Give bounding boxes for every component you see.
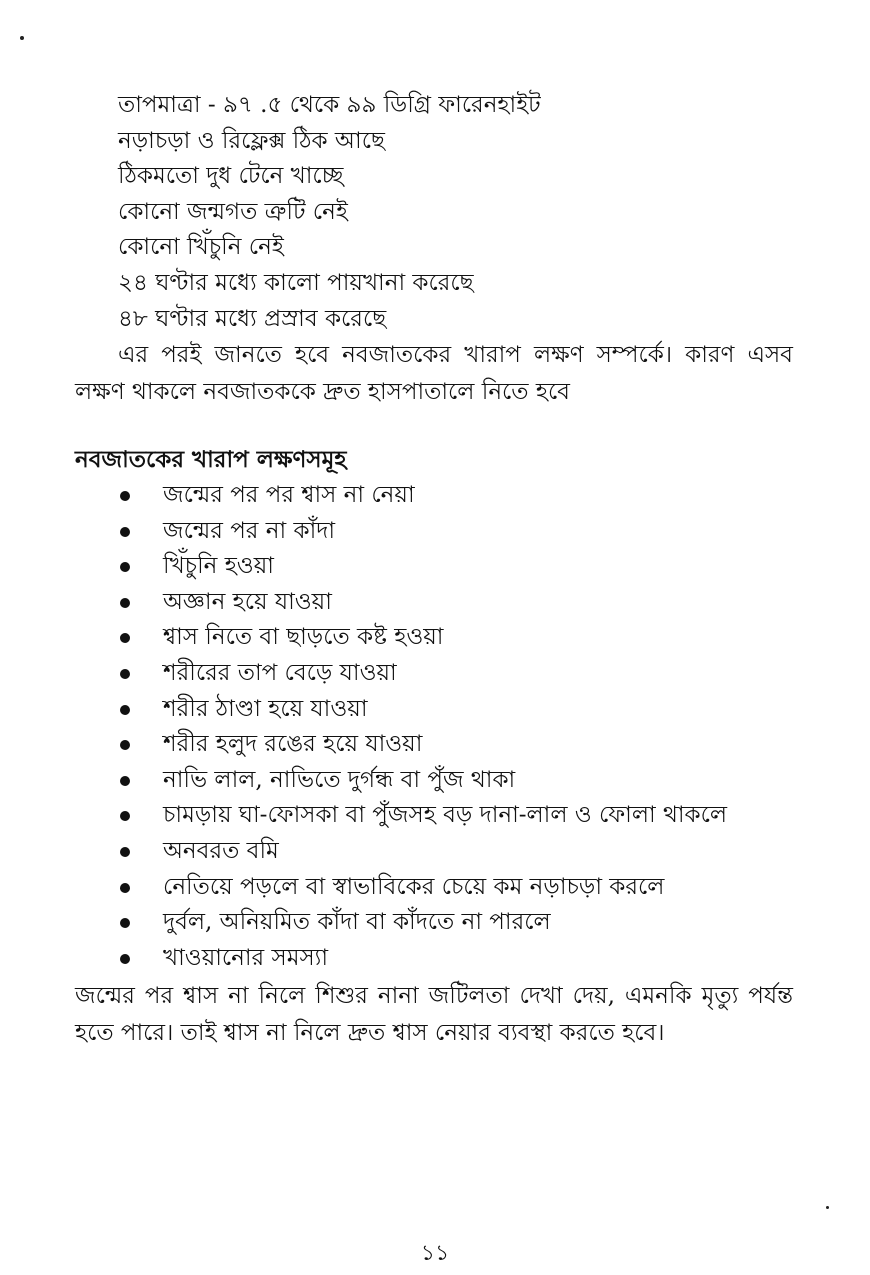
bullet-icon	[120, 883, 130, 893]
danger-signs-list	[118, 480, 727, 978]
list-item-text: নেতিয়ে পড়লে বা স্বাভাবিকের চেয়ে কম নড়াচড়া করলে	[163, 873, 665, 900]
list-item	[118, 516, 727, 552]
list-item-text: অনবরত বমি	[163, 837, 279, 864]
list-item-text: খিঁচুনি হওয়া	[163, 553, 274, 580]
scan-speck	[20, 36, 24, 40]
list-item	[118, 694, 727, 730]
bullet-icon	[120, 954, 130, 964]
bullet-icon	[120, 918, 130, 928]
vital-sign-line: ঠিকমতো দুধ টেনে খাচ্ছে	[118, 163, 344, 189]
bullet-icon	[120, 705, 130, 715]
list-item	[118, 872, 727, 908]
list-item-text: নাভি লাল, নাভিতে দুর্গন্ধ বা পুঁজ থাকা	[163, 766, 516, 793]
list-item-text: অজ্ঞান হয়ে যাওয়া	[163, 588, 332, 615]
list-item-text: শরীর হলুদ রঙের হয়ে যাওয়া	[163, 731, 423, 758]
list-item	[118, 587, 727, 623]
list-item-text: খাওয়ানোর সমস্যা	[163, 944, 329, 971]
list-item	[118, 943, 727, 979]
bullet-icon	[120, 669, 130, 679]
vital-sign-line: নড়াচড়া ও রিফ্লেক্স ঠিক আছে	[118, 128, 385, 154]
vital-sign-line: ৪৮ ঘণ্টার মধ্যে প্রস্রাব করেছে	[118, 306, 387, 332]
bullet-icon	[120, 598, 130, 608]
list-item	[118, 551, 727, 587]
list-item	[118, 907, 727, 943]
list-item	[118, 800, 727, 836]
paragraph-danger-signs-intro	[75, 337, 793, 411]
bullet-icon	[120, 527, 130, 537]
page-number: ১১	[420, 1241, 450, 1266]
paragraph-breathing-note: জন্মের পর শ্বাস না নিলে শিশুর নানা জটিলতা দেখা দেয়, এমনকি মৃত্যু পর্যন্ত হতে পারে। তাই শ্বাস না নিলে দ্রুত শ্বাস নেয়ার ব্যবস্থা করতে হবে।	[75, 983, 793, 1046]
bullet-icon	[120, 491, 130, 501]
list-item-text: দুর্বল, অনিয়মিত কাঁদা বা কাঁদতে না পারলে	[163, 909, 551, 936]
list-item	[118, 765, 727, 801]
list-item	[118, 836, 727, 872]
list-item-text: জন্মের পর পর শ্বাস না নেয়া	[163, 482, 415, 508]
list-item-text: শরীর ঠাণ্ডা হয়ে যাওয়া	[163, 695, 368, 722]
section-heading: নবজাতকের খারাপ লক্ষণসমূহ	[75, 446, 347, 473]
bullet-icon	[120, 811, 130, 821]
vital-sign-line: কোনো খিঁচুনি নেই	[118, 234, 284, 260]
list-item-text: শরীরের তাপ বেড়ে যাওয়া	[163, 659, 397, 686]
list-item	[118, 622, 727, 658]
bullet-icon	[120, 633, 130, 643]
list-item	[118, 658, 727, 694]
scan-speck	[826, 1206, 829, 1209]
list-item	[118, 480, 727, 516]
bullet-icon	[120, 847, 130, 857]
vital-sign-line: ২৪ ঘণ্টার মধ্যে কালো পায়খানা করেছে	[118, 270, 474, 296]
list-item-text: চামড়ায় ঘা-ফোসকা বা পুঁজসহ বড় দানা-লাল ও ফোলা থাকলে	[163, 802, 727, 829]
bullet-icon	[120, 740, 130, 750]
bullet-icon	[120, 776, 130, 786]
paragraph-text: এর পরই জানতে হবে নবজাতকের খারাপ লক্ষণ সম্পর্কে। কারণ এসব লক্ষণ থাকলে নবজাতককে দ্রুত হাসপাতালে নিতে হবে	[75, 342, 793, 405]
list-item	[118, 729, 727, 765]
bullet-icon	[120, 562, 130, 572]
vital-sign-line: কোনো জন্মগত ত্রুটি নেই	[118, 199, 348, 225]
list-item-text: শ্বাস নিতে বা ছাড়তে কষ্ট হওয়া	[163, 624, 444, 651]
vital-sign-line: তাপমাত্রা - ৯৭ .৫ থেকে ৯৯ ডিগ্রি ফারেনহাইট	[118, 92, 541, 118]
list-item-text: জন্মের পর না কাঁদা	[163, 517, 335, 544]
